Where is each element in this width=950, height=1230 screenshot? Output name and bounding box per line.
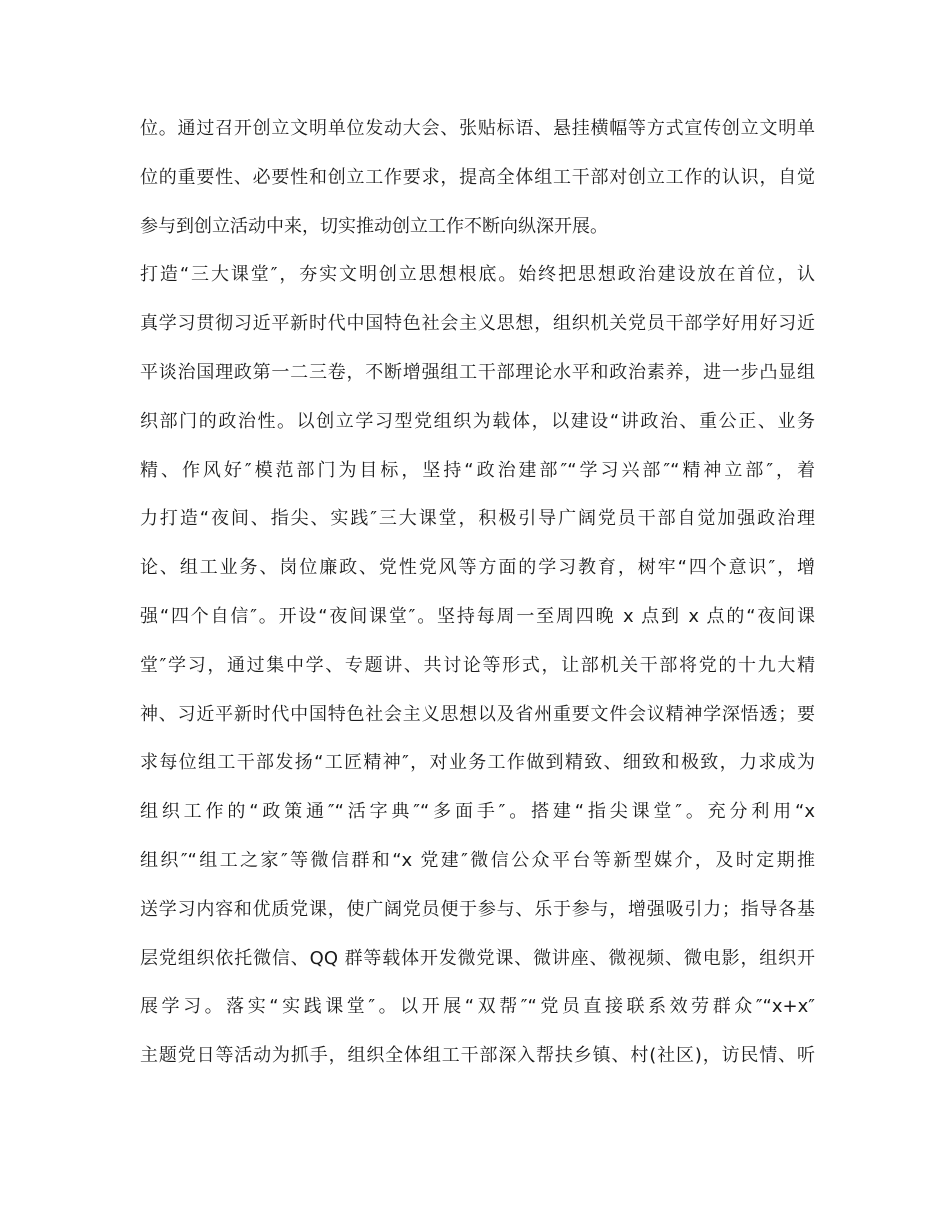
- text-line: 打造“三大课堂″，夯实文明创立思想根底。始终把思想政治建设放在首位，认: [140, 264, 815, 286]
- text-line: 神、习近平新时代中国特色社会主义思想以及省州重要文件会议精神学深悟透；要: [140, 703, 815, 725]
- text-line: 堂″学习，通过集中学、专题讲、共讨论等形式，让部机关干部将党的十九大精: [140, 654, 815, 676]
- text-line: 展学习。落实“实践课堂″。以开展“双帮″“党员直接联系效劳群众″“x+x″: [140, 996, 815, 1018]
- text-line: 位的重要性、必要性和创立工作要求，提高全体组工干部对创立工作的认识，自觉: [140, 166, 815, 188]
- text-line: 位。通过召开创立文明单位发动大会、张贴标语、悬挂横幅等方式宣传创立文明单: [140, 118, 815, 139]
- text-line: 织部门的政治性。以创立学习型党组织为载体，以建设“讲政治、重公正、业务: [140, 410, 815, 432]
- text-line: 真学习贯彻习近平新时代中国特色社会主义思想，组织机关党员干部学好用好习近: [140, 313, 815, 335]
- text-line: 强“四个自信″。开设“夜间课堂″。坚持每周一至周四晚 x 点到 x 点的“夜间课: [140, 605, 815, 627]
- text-line: 组织″“组工之家″等微信群和“x 党建″微信公众平台等新型媒介，及时定期推: [140, 849, 815, 871]
- body-text: [140, 105, 815, 1081]
- text-line: 主题党日等活动为抓手，组织全体组工干部深入帮扶乡镇、村(社区)，访民情、听: [140, 1045, 815, 1067]
- text-line: 平谈治国理政第一二三卷，不断增强组工干部理论水平和政治素养，进一步凸显组: [140, 361, 815, 383]
- text-line: 求每位组工干部发扬“工匠精神″，对业务工作做到精致、细致和极致，力求成为: [140, 752, 815, 774]
- text-line: 精、作风好″模范部门为目标，坚持“政治建部″“学习兴部″“精神立部″，着: [140, 459, 815, 481]
- text-line: 组织工作的“政策通″“活字典″“多面手″。搭建“指尖课堂″。充分利用“x: [140, 801, 815, 823]
- text-line: 论、组工业务、岗位廉政、党性党风等方面的学习教育，树牢“四个意识″，增: [140, 557, 815, 579]
- text-line: 送学习内容和优质党课，使广阔党员便于参与、乐于参与，增强吸引力；指导各基: [140, 898, 815, 920]
- text-line: 层党组织依托微信、QQ 群等载体开发微党课、微讲座、微视频、微电影，组织开: [140, 947, 815, 969]
- text-line: 力打造“夜间、指尖、实践″三大课堂，积极引导广阔党员干部自觉加强政治理: [140, 508, 815, 530]
- text-line: 参与到创立活动中来，切实推动创立工作不断向纵深开展。: [140, 215, 608, 237]
